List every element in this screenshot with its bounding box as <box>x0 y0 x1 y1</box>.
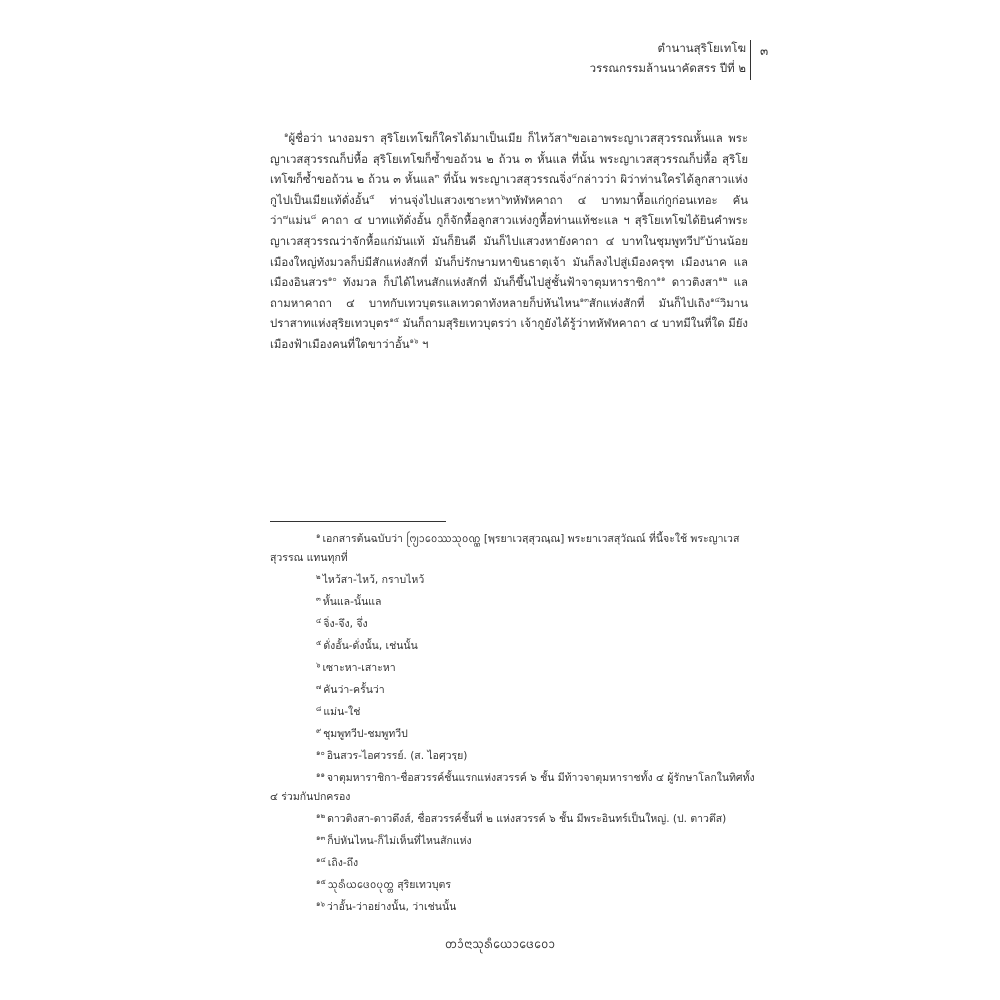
footnote-item <box>270 659 755 678</box>
footnote-marker[interactable]: ๒ <box>567 131 573 139</box>
footnote-number: ๑๔ <box>316 856 326 864</box>
footnote-marker[interactable]: ๑๓ <box>579 295 589 304</box>
book-title: ตำนานสุริโยเทโฆ <box>657 41 746 55</box>
footnote-marker[interactable]: ๘ <box>310 213 317 222</box>
footnote-number: ๖ <box>316 661 321 669</box>
footnote-number: ๔ <box>316 617 322 625</box>
main-text <box>270 128 748 355</box>
body-text-segment: บ้านน้อยเมืองใหญ่ทังมวลก็บ่มีสักแห่งสักที่ มันก็บ่รักษามหาขินธาตุเจ้า มันก็ลงไปสู่เมืองครุฑ เมืองนาค แลเมืองอินสวร <box>270 233 748 290</box>
body-text-segment: สักแห่งสักที่ มันก็ไปเถิง <box>588 295 711 310</box>
footnote-item <box>270 637 755 656</box>
body-text-segment: คาถา ๔ บาทแท้ดั่งอั้น กูก็จักหื้อลูกสาวแห่งกูหื้อท่านแท้ชะแล ฯ สุริโยเทโฆได้ยินคำพระญาเวสสุวรรณว่าจักหื้อแก่มันแท้ มันก็ยินดี มันก็ไปแสวงหายังคาถา ๔ บาทในชุมพูทวีป <box>270 213 748 248</box>
footnote-item <box>270 832 755 851</box>
footnote-item <box>270 854 755 873</box>
footnote-text: เซาะหา-เสาะหา <box>322 662 396 674</box>
footnote-item <box>270 898 755 917</box>
footnote-number: ๑๐ <box>316 749 325 757</box>
footnote-marker[interactable]: ๖ <box>500 192 506 201</box>
body-text-segment: ที่นั้น พระญาเวสสุวรรณจิ่ง <box>439 172 572 187</box>
series-title: วรรณกรรมล้านนาคัดสรร ปีที่ ๒ <box>589 61 746 75</box>
body-text-segment: ทหัฬหคาถา ๔ บาทมาหื้อแก่กูก่อนเทอะ คันว่า <box>270 192 748 228</box>
footnote-number: ๑๓ <box>316 834 326 842</box>
footnotes <box>270 530 755 920</box>
footnote-text: ชุมพูทวีป-ชมพูทวีป <box>323 728 408 740</box>
footnote-text: อินสวร-ไอศวรรย์. (ส. ไอศฺวรฺย) <box>326 750 468 762</box>
body-text-segment: ขอเอาพระญาเวสสุวรรณหั้นแล พระญาเวสสุวรรณก็บ่หื้อ สุริโยเทโฆก็ซ้ำขอถ้วน ๒ ถ้วน ๓ หั้นแล ที่นั้น พระญาเวสสุวรรณก็บ่หื้อ สุริโยเทโฆก็ซ้ำขอถ้วน ๒ ถ้วน ๓ หั้นแล <box>270 131 748 187</box>
footnote-text: จิ่ง-จึง, จึ่ง <box>323 618 368 630</box>
header-divider <box>750 40 751 80</box>
footnote-marker[interactable]: ๑๐ <box>327 275 337 284</box>
body-text-segment: ฯ <box>418 336 429 351</box>
footnote-number: ๘ <box>316 705 322 713</box>
footnote-number: ๑๒ <box>316 812 326 820</box>
body-paragraph <box>270 128 748 355</box>
page-footer <box>0 936 1000 955</box>
page-number: ๓ <box>760 44 769 58</box>
footnote-separator <box>270 521 446 522</box>
footnote-number: ๒ <box>316 573 321 581</box>
body-text-segment: ทังมวล ก็บ่ได้ไหนสักแห่งสักที่ มันก็ขึ้นไปสู่ชั้นฟ้าจาตุมหาราชิกา <box>336 275 657 290</box>
footnote-item <box>270 747 755 766</box>
footnote-item <box>270 876 755 895</box>
footnote-text: เถิง-ถึง <box>327 857 359 869</box>
footnote-text: เอกสารต้นฉบับว่า ᨻᩕ᩠ᨿᩣᩅᩮᩔᩈᩩᩅᨱ᩠ᨱ [พฺรยาเวสฺสุวณฺณ] พระยาเวสสุวัณณ์ ที่นี้จะใช้ พระญาเวสสุวรรณ แทนทุกที่ <box>270 533 740 564</box>
footnote-text: ดาวติงสา-ดาวดึงส์, ชื่อสวรรค์ชั้นที่ ๒ แห่งสวรรค์ ๖ ชั้น มีพระอินทร์เป็นใหญ่. (ป. ตาวตึส) <box>327 813 727 825</box>
footnote-text: ดั่งอั้น-ดั่งนั้น, เช่นนั้น <box>323 640 418 652</box>
footnote-number: ๓ <box>316 595 321 603</box>
footnote-number: ๙ <box>316 727 322 735</box>
header-titles <box>590 38 746 78</box>
body-text-segment: กล่าวว่า ผิว่าท่านใครได้ลูกสาวแห่งกูไปเป็นเมียแท้ดั่งอั้น <box>270 172 748 207</box>
footnote-item <box>270 725 755 744</box>
body-text-segment: วิมานปราสาทแห่งสุริยเทวบุตร <box>270 295 748 331</box>
footnote-text: แม่น-ใช่ <box>323 706 361 718</box>
footnote-marker[interactable]: ๙ <box>700 233 706 242</box>
footnote-item <box>270 593 755 612</box>
footnote-number: ๑ <box>316 532 321 540</box>
footnote-text: ว่าอั้น-ว่าอย่างนั้น, ว่าเช่นนั้น <box>326 901 457 913</box>
footnote-number: ๗ <box>316 683 322 691</box>
footnote-number: ๑๖ <box>316 900 325 908</box>
footnote-item <box>270 810 755 829</box>
body-text-segment: ท่านจุ่งไปแสวงเซาะหา <box>374 192 501 207</box>
footnote-marker[interactable]: ๑๕ <box>389 316 400 325</box>
body-text-segment: แม่น <box>288 213 311 228</box>
footnote-item <box>270 769 755 807</box>
footnote-text: ไหว้สา-ไหว้, กราบไหว้ <box>322 574 425 586</box>
footnote-marker[interactable]: ๑๑ <box>656 275 666 284</box>
footnote-item <box>270 681 755 700</box>
footnote-marker[interactable]: ๑๔ <box>710 295 720 304</box>
body-text-segment: มันก็ถามสุริยเทวบุตรว่า เจ้ากูยังได้รู้ว่าทหัฬหคาถา ๔ บาทมีในที่ใด มียังเมืองฟ้าเมืองคนที่ใดขาว่าอั้น <box>270 316 748 351</box>
footer-text: ᨲᩴᩣᨶᩣᩈᩩᩁᩥᨿᩮᩣᨴᩮᩅᩮᩣ <box>444 937 556 951</box>
footnote-marker[interactable]: ๑๖ <box>409 336 419 345</box>
body-text-segment: ผู้ชื่อว่า นางอมรา สุริโยเทโฆก็ใครได้มาเป็นเมีย ก็ไหว้สา <box>288 131 568 145</box>
footnote-marker[interactable]: ๔ <box>571 172 577 181</box>
footnote-marker[interactable]: ๕ <box>369 192 375 201</box>
footnote-number: ๕ <box>316 639 322 647</box>
footnote-item <box>270 530 755 568</box>
footnote-item <box>270 615 755 634</box>
footnote-number: ๑๑ <box>316 771 325 779</box>
footnote-marker[interactable]: ๓ <box>434 172 440 181</box>
footnote-item <box>270 703 755 722</box>
footnote-marker[interactable]: ๗ <box>282 213 289 222</box>
footnote-marker[interactable]: ๑ <box>284 131 289 139</box>
footnote-number: ๑๕ <box>316 878 326 886</box>
footnote-text: คันว่า-ครั้นว่า <box>323 684 385 696</box>
footnote-item <box>270 571 755 590</box>
footnote-text: จาตุมหาราชิกา-ชื่อสวรรค์ชั้นแรกแห่งสวรรค์ ๖ ชั้น มีท้าวจาตุมหาราชทั้ง ๔ ผู้รักษาโลกในทิศทั้ง ๔ ร่วมกันปกครอง <box>270 772 755 803</box>
footnote-text: ก็บ่หันไหน-ก็ไม่เห็นที่ไหนสักแห่ง <box>327 835 472 847</box>
body-text-segment: แลถามหาคาถา ๔ บาทกับเทวบุตรแลเทวดาทังหลายก็บ่หันไหน <box>270 275 748 310</box>
footnote-text: หั้นแล-นั้นแล <box>322 596 382 608</box>
footnote-marker[interactable]: ๑๒ <box>718 275 728 284</box>
footnote-text: ᩈᩩᩁᩥᨿᨴᩮᩅᨷᩩᨲ᩠ᨲ สุริยเทวบุตร <box>327 879 451 891</box>
body-text-segment: ดาวติงสา <box>665 275 719 290</box>
